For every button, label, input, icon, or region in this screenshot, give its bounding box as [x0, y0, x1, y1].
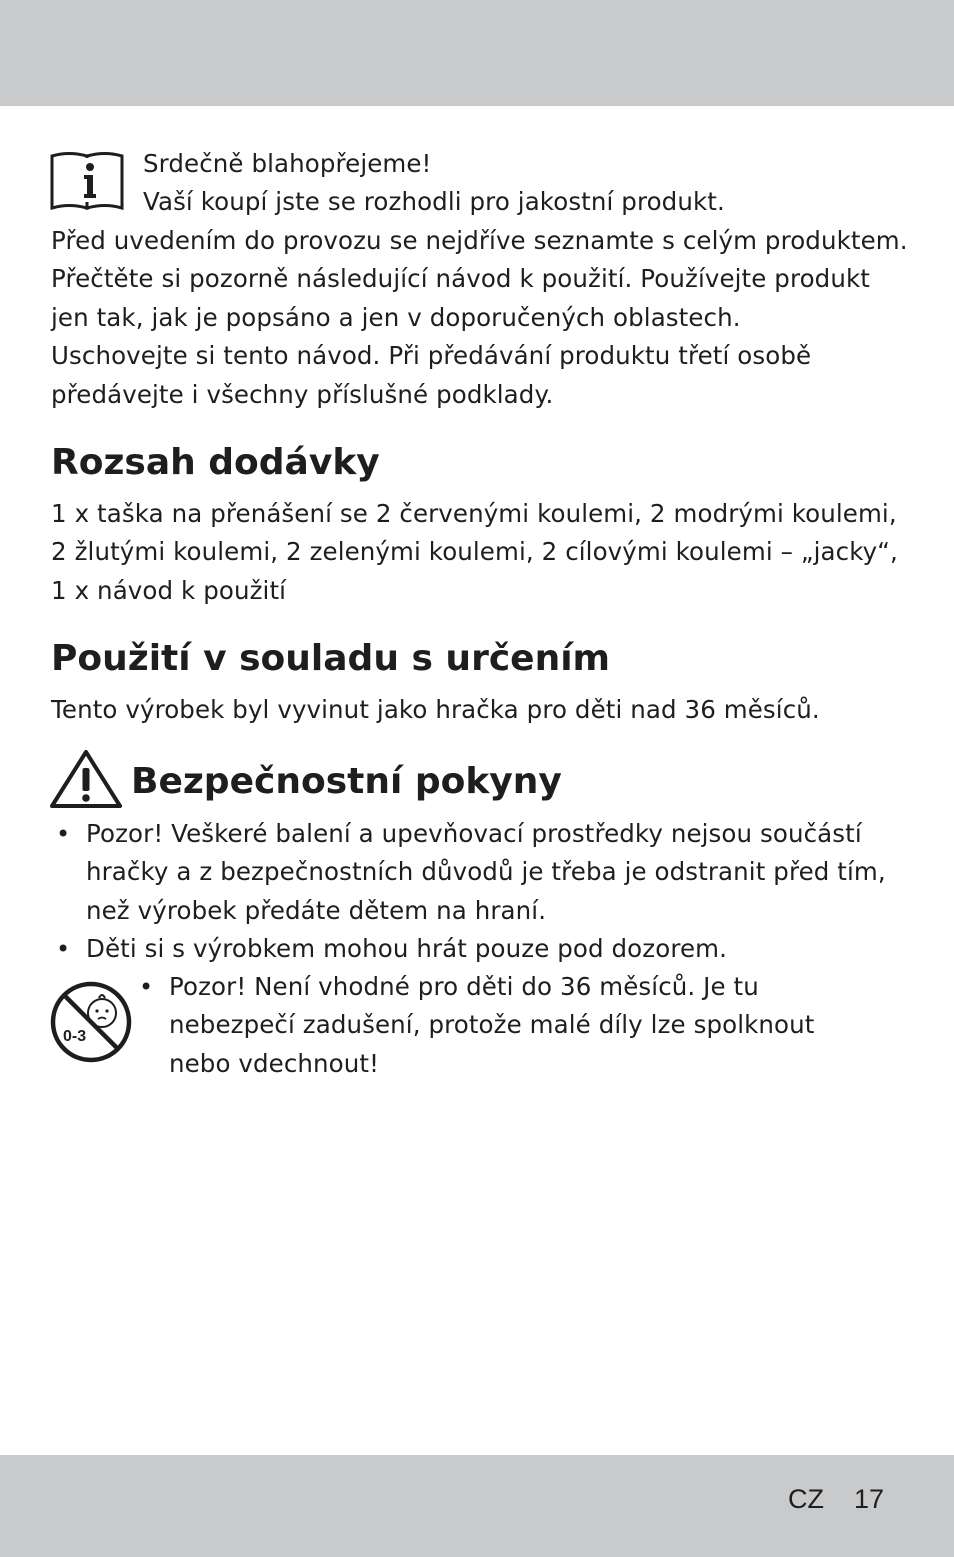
footer-language-code: CZ [788, 1484, 824, 1514]
intro-line: Přečtěte si pozorně následující návod k použití. Používejte produkt [51, 264, 870, 293]
safety-item-line: Pozor! Veškeré balení a upevňovací prostředky nejsou součástí [86, 819, 862, 848]
delivery-line: 1 x taška na přenášení se 2 červenými koulemi, 2 modrými koulemi, [51, 499, 897, 528]
bullet-marker: • [56, 935, 71, 963]
intended-use-heading: Použití v souladu s určením [51, 638, 611, 679]
safety-item-line: nebo vdechnout! [169, 1049, 380, 1078]
safety-heading: Bezpečnostní pokyny [131, 761, 562, 802]
safety-item-line: nebezpečí zadušení, protože malé díly lze spolknout [169, 1010, 815, 1039]
delivery-line: 2 žlutými koulemi, 2 zelenými koulemi, 2 cílovými koulemi – „jacky“, [51, 537, 898, 566]
safety-item-line: hračky a z bezpečnostních důvodů je třeba je odstranit před tím, [86, 857, 886, 886]
bullet-marker: • [139, 973, 154, 1001]
safety-item-line: Děti si s výrobkem mohou hrát pouze pod dozorem. [86, 934, 727, 963]
footer-page-number: 17 [854, 1484, 885, 1514]
info-book-icon [49, 150, 125, 212]
age-restriction-icon [49, 980, 133, 1064]
intro-greeting-2: Vaší koupí jste se rozhodli pro jakostní produkt. [143, 187, 725, 216]
intro-greeting: Srdečně blahopřejeme! [143, 149, 432, 178]
intro-line: Uschovejte si tento návod. Při předávání produktu třetí osobě [51, 341, 812, 370]
intro-line: jen tak, jak je popsáno a jen v doporučených oblastech. [51, 303, 741, 332]
intended-use-text: Tento výrobek byl vyvinut jako hračka pro děti nad 36 měsíců. [51, 695, 820, 724]
safety-item-line: než výrobek předáte dětem na hraní. [86, 896, 547, 925]
intro-line: předávejte i všechny příslušné podklady. [51, 380, 554, 409]
header-band [0, 0, 954, 106]
delivery-line: 1 x návod k použití [51, 576, 287, 605]
intro-line: Před uvedením do provozu se nejdříve seznamte s celým produktem. [51, 226, 908, 255]
delivery-heading: Rozsah dodávky [51, 442, 380, 483]
warning-triangle-icon [49, 748, 123, 810]
bullet-marker: • [56, 820, 71, 848]
age-icon-label: 0-3 [63, 1028, 87, 1045]
safety-item-line: Pozor! Není vhodné pro děti do 36 měsíců. Je tu [169, 972, 759, 1001]
